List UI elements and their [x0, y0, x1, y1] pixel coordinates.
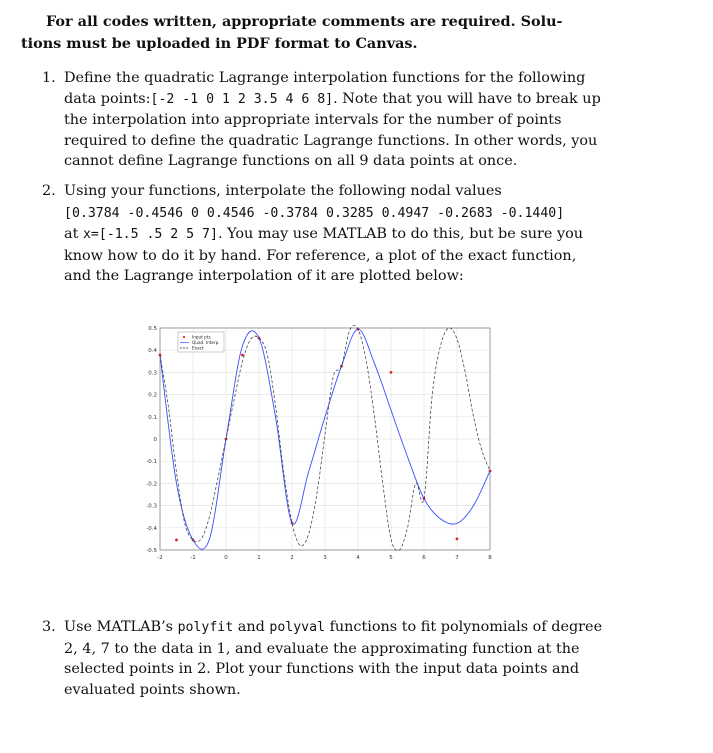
- problem-1: [42, 68, 606, 172]
- problem-2: [42, 181, 606, 287]
- y-tick-label: 0: [153, 437, 157, 443]
- x-tick-label: 1: [257, 555, 261, 561]
- y-tick-label: 0.3: [148, 370, 157, 377]
- x-tick-label: 3: [323, 555, 327, 561]
- problem-2-x-code: x=[-1.5 .5 2 5 7]: [82, 227, 218, 242]
- problem-3-text-2: and: [237, 619, 265, 635]
- intro-line-1: For all codes written, appropriate comments are required. Solu-: [46, 13, 563, 30]
- x-tick-label: 8: [488, 555, 492, 561]
- x-tick-label: 4: [356, 555, 360, 561]
- problem-3-polyfit-code: polyfit: [177, 620, 234, 635]
- intro-line-2: tions must be uploaded in PDF format to Canvas.: [21, 35, 418, 52]
- input-point-marker: [241, 354, 244, 357]
- x-tick-label: 7: [455, 555, 459, 561]
- y-tick-label: 0.5: [148, 326, 157, 332]
- y-tick-label: 0.4: [148, 348, 157, 355]
- x-tick-label: 2: [290, 555, 294, 561]
- problem-2-lead: Using your functions, interpolate the following nodal values: [64, 183, 502, 199]
- y-tick-label: 0.1: [148, 414, 157, 421]
- problem-2-at-text: at: [64, 226, 79, 242]
- legend-entry-quad-interp: Quad. Interp.: [192, 340, 220, 345]
- y-tick-label: -0.3: [146, 503, 157, 510]
- y-tick-label: -0.4: [146, 525, 157, 532]
- problem-2-rest: . You may use MATLAB to do this, but be sure you know how to do it by hand. For reference, a plot of the exact function, and the Lagrange interpolation of it are plotted below:: [64, 226, 584, 284]
- input-point-marker: [390, 371, 393, 374]
- x-tick-label: -1: [190, 555, 196, 561]
- legend-entry-exact: Exact: [192, 345, 204, 351]
- interpolation-plot: [140, 320, 500, 568]
- problem-1-text-suffix: . Note that you will have to break up the interpolation into appropriate intervals for the number of points required to define the quadratic Lagrange functions. In other words, you cannot define Lagrange functions on all 9 data points at once.: [64, 90, 601, 169]
- legend-entry-input-pts: Input pts: [192, 334, 211, 340]
- assignment-intro: [21, 11, 661, 55]
- x-tick-label: -2: [157, 555, 163, 561]
- problem-3-text-3: functions to fit polynomials of degree 2, 4, 7 to the data in 1, and evaluate the approximating function at the selected points in 2. Plot your functions with the input data points and evaluated points shown.: [64, 619, 603, 698]
- x-tick-label: 6: [422, 555, 426, 561]
- problem-2-number: 2.: [42, 183, 56, 199]
- y-tick-label: -0.5: [146, 548, 157, 554]
- y-tick-label: -0.2: [146, 481, 157, 488]
- problem-3-text-1: Use MATLAB’s: [64, 619, 174, 635]
- problem-3-polyval-code: polyval: [269, 620, 325, 635]
- plot-legend: [178, 332, 224, 352]
- problem-1-text-prefix: Define the quadratic Lagrange interpolation functions for the following data points:: [64, 70, 586, 107]
- input-point-marker: [456, 538, 459, 541]
- y-tick-label: 0.2: [148, 392, 157, 399]
- x-tick-label: 0: [224, 555, 228, 561]
- problem-3: [42, 617, 606, 700]
- problem-1-points-code: [-2 -1 0 1 2 3.5 4 6 8]: [150, 91, 334, 107]
- problem-1-number: 1.: [42, 70, 56, 86]
- problem-3-number: 3.: [42, 619, 56, 635]
- legend-marker: [183, 336, 185, 338]
- x-tick-label: 5: [389, 555, 393, 561]
- problem-2-values-code: [0.3784 -0.4546 0 0.4546 -0.3784 0.3285 0.4947 -0.2683 -0.1440]: [64, 205, 565, 221]
- y-tick-label: -0.1: [146, 459, 157, 466]
- input-point-marker: [175, 539, 178, 542]
